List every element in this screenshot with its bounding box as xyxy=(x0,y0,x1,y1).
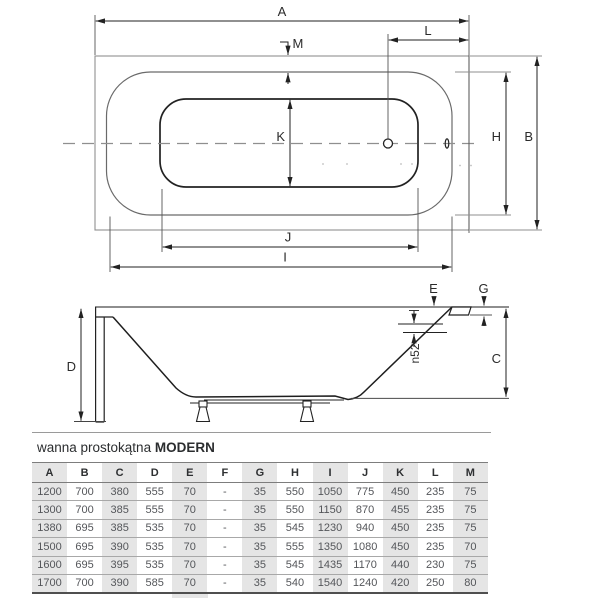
table-cell: 235 xyxy=(418,501,453,519)
table-row xyxy=(32,574,488,592)
label-C: C xyxy=(491,351,501,366)
table-cell: 70 xyxy=(172,501,207,519)
dimension-D xyxy=(74,309,106,422)
table-cell: 35 xyxy=(242,501,277,519)
table-cell: 80 xyxy=(453,574,488,592)
table-header-cell: I xyxy=(313,463,348,483)
table-cell: 555 xyxy=(137,501,172,519)
table-cell: 75 xyxy=(453,483,488,501)
table-header-cell: C xyxy=(102,463,137,483)
table-cell: 700 xyxy=(75,485,94,498)
label-drain-diameter: n52 xyxy=(408,343,422,364)
table-cell: 535 xyxy=(137,556,172,574)
table-cell: 1600 xyxy=(32,556,67,574)
product-model-name: MODERN xyxy=(154,440,215,455)
table-header-cell: H xyxy=(277,463,312,483)
table-cell: 550 xyxy=(285,485,305,498)
table-cell: 700 xyxy=(67,574,102,592)
table-cell: 440 xyxy=(383,556,418,574)
table-cell: - xyxy=(207,501,242,519)
table-cell: 75 xyxy=(453,501,488,519)
table-cell: 385 xyxy=(102,501,137,519)
table-cell: - xyxy=(207,519,242,537)
side-tub-profile xyxy=(113,307,452,400)
dimension-A xyxy=(95,15,469,233)
dimension-drain xyxy=(398,311,447,348)
table-row xyxy=(32,519,488,537)
table-cell: 1380 xyxy=(32,519,67,537)
table-cell: 385 xyxy=(102,519,137,537)
column-stripe-artifact xyxy=(172,594,208,598)
table-cell: 70 xyxy=(172,556,207,574)
table-cell: 535 xyxy=(137,519,172,537)
table-header-cell: J xyxy=(348,463,383,483)
table-header-cell: E xyxy=(172,463,207,483)
callout-E xyxy=(429,281,438,306)
dimension-L xyxy=(388,34,468,139)
table-cell: 455 xyxy=(383,501,418,519)
table-cell: 395 xyxy=(102,556,137,574)
drain-hole xyxy=(384,139,393,148)
table-cell: 1080 xyxy=(348,538,383,556)
table-cell: 450 xyxy=(383,483,418,501)
side-flange-block xyxy=(449,307,471,315)
table-cell: 235 xyxy=(426,485,445,498)
label-I: I xyxy=(283,249,287,265)
table-header-cell: A xyxy=(32,463,67,483)
dimension-table-body xyxy=(32,483,488,593)
table-cell: 1200 xyxy=(32,483,67,501)
table-cell: - xyxy=(207,556,242,574)
table-cell: 35 xyxy=(242,519,277,537)
table-cell: 1230 xyxy=(313,519,348,537)
foot-right xyxy=(301,401,314,422)
table-header-cell: B xyxy=(67,463,102,483)
table-header-cell: F xyxy=(207,463,242,483)
table-cell: 1150 xyxy=(313,501,348,519)
product-title xyxy=(37,440,215,455)
table-cell: 70 xyxy=(172,483,207,501)
table-cell: 390 xyxy=(102,574,137,592)
table-cell: 450 xyxy=(383,519,418,537)
table-cell: 35 xyxy=(242,538,277,556)
table-cell: 545 xyxy=(277,519,312,537)
table-cell: 1050 xyxy=(313,483,348,501)
table-header-cell: G xyxy=(242,463,277,483)
table-cell: 35 xyxy=(242,483,277,501)
table-cell: 1435 xyxy=(313,556,348,574)
label-L: L xyxy=(424,23,432,38)
table-cell: 1700 xyxy=(32,574,67,592)
table-cell: 70 xyxy=(172,519,207,537)
separator-line xyxy=(32,432,491,433)
table-cell: 540 xyxy=(277,574,312,592)
table-row xyxy=(32,501,488,519)
table-header-row xyxy=(32,463,488,483)
table-cell: 235 xyxy=(418,519,453,537)
top-view xyxy=(63,4,542,272)
table-cell: 940 xyxy=(348,519,383,537)
texture-dots xyxy=(322,163,472,166)
table-cell: 70 xyxy=(172,538,207,556)
table-cell: 70 xyxy=(453,538,488,556)
table-cell: 695 xyxy=(67,556,102,574)
table-cell: 450 xyxy=(383,538,418,556)
dimension-table xyxy=(32,462,488,594)
table-cell: 1500 xyxy=(32,538,67,556)
table-row xyxy=(32,483,488,501)
label-H: H xyxy=(491,129,501,144)
table-cell: 75 xyxy=(453,519,488,537)
table-cell: 1170 xyxy=(348,556,383,574)
table-header-cell: D xyxy=(137,463,172,483)
table-cell: 380 xyxy=(102,483,137,501)
dimension-table-head xyxy=(32,463,488,483)
table-cell: 775 xyxy=(355,485,375,498)
table-cell: 1240 xyxy=(348,574,383,592)
table-cell: 35 xyxy=(242,556,277,574)
table-cell: 545 xyxy=(277,556,312,574)
table-cell: 235 xyxy=(418,538,453,556)
table-cell: 390 xyxy=(102,538,137,556)
table-cell: 1540 xyxy=(313,574,348,592)
label-E: E xyxy=(429,281,438,296)
table-cell: 585 xyxy=(137,574,172,592)
table-cell: 1300 xyxy=(32,501,67,519)
table-row xyxy=(32,556,488,574)
table-cell: 555 xyxy=(277,538,312,556)
label-B: B xyxy=(524,129,533,144)
table-cell: 700 xyxy=(67,501,102,519)
table-cell: 250 xyxy=(418,574,453,592)
product-title-text: wanna prostokątna xyxy=(37,440,155,455)
table-cell: 870 xyxy=(348,501,383,519)
side-view xyxy=(67,307,509,422)
table-cell: 550 xyxy=(277,501,312,519)
foot-left xyxy=(197,401,210,422)
table-cell: - xyxy=(207,538,242,556)
label-J: J xyxy=(284,229,292,245)
table-row xyxy=(32,538,488,556)
label-M: M xyxy=(292,36,304,51)
table-cell: - xyxy=(223,485,227,498)
table-cell: 35 xyxy=(242,574,277,592)
label-D: D xyxy=(66,359,76,374)
table-cell: 420 xyxy=(383,574,418,592)
dimension-C xyxy=(351,309,509,399)
table-cell: 1350 xyxy=(313,538,348,556)
label-A: A xyxy=(277,4,287,19)
table-cell: 70 xyxy=(172,574,207,592)
table-cell: 535 xyxy=(137,538,172,556)
label-G: G xyxy=(478,281,489,296)
table-header-cell: K xyxy=(383,463,418,483)
dimension-I xyxy=(110,217,452,273)
table-cell: 75 xyxy=(453,556,488,574)
table-cell: 230 xyxy=(418,556,453,574)
table-cell: 555 xyxy=(145,485,164,498)
table-header-cell: L xyxy=(418,463,453,483)
label-K: K xyxy=(276,129,285,144)
dimension-M xyxy=(280,42,288,84)
side-left-panel xyxy=(96,307,113,422)
callout-G xyxy=(470,281,492,326)
table-header-cell: M xyxy=(453,463,488,483)
table-cell: 695 xyxy=(67,538,102,556)
table-cell: 695 xyxy=(67,519,102,537)
table-cell: - xyxy=(207,574,242,592)
